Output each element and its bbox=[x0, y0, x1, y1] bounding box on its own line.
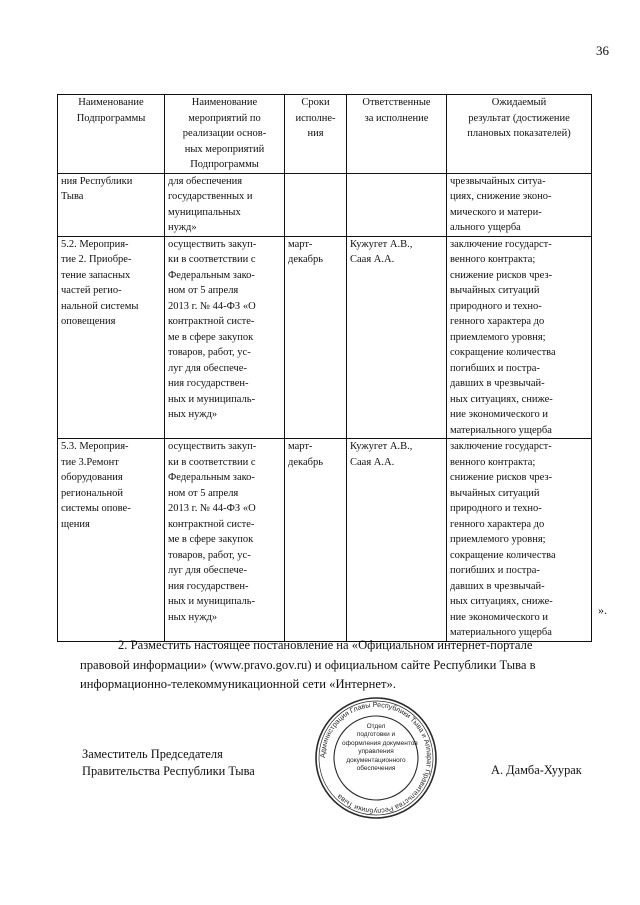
table-row bbox=[58, 439, 592, 642]
official-seal bbox=[314, 696, 438, 820]
cell-measure: осуществить закуп- ки в соответствии с Федеральным зако- ном от 5 апреля 2013 г. № 44-ФЗ «О контрактной систе- ме в сфере закупок товаров, работ, ус- луг для обеспече- ния государствен- ных и муниципаль- ных нужд» bbox=[165, 236, 285, 439]
header-expected-result: Ожидаемый результат (достижение плановых показателей) bbox=[447, 95, 592, 174]
cell-deadline: март- декабрь bbox=[285, 439, 347, 642]
measures-table bbox=[57, 94, 592, 642]
cell-responsible bbox=[347, 173, 447, 236]
seal-center-text: Отдел подготовки и оформления документов управления документационного обеспечения bbox=[342, 723, 418, 773]
cell-measure: для обеспечения государственных и муниципальных нужд» bbox=[165, 173, 285, 236]
cell-deadline bbox=[285, 173, 347, 236]
header-deadlines: Сроки исполне- ния bbox=[285, 95, 347, 174]
seal-ring-text: Администрация Главы Республики Тыва и Аппарат Правительства Республики Тыва bbox=[318, 700, 434, 816]
cell-deadline: март- декабрь bbox=[285, 236, 347, 439]
closing-quote: ». bbox=[598, 603, 607, 617]
cell-responsible: Кужугет А.В., Саая А.А. bbox=[347, 236, 447, 439]
signatory-position bbox=[82, 746, 255, 780]
cell-measure: осуществить закуп- ки в соответствии с Федеральным зако- ном от 5 апреля 2013 г. № 44-ФЗ «О контрактной систе- ме в сфере закупок товаров, работ, ус- луг для обеспече- ния государствен- ных и муниципаль- ных нужд» bbox=[165, 439, 285, 642]
table-row bbox=[58, 173, 592, 236]
table-row bbox=[58, 236, 592, 439]
page-number: 36 bbox=[596, 43, 609, 58]
paragraph-line: информационно-телекоммуникационной сети «Интернет». bbox=[80, 677, 396, 691]
position-line: Правительства Республики Тыва bbox=[82, 764, 255, 778]
signatory-name: А. Дамба-Хуурак bbox=[491, 763, 582, 777]
paragraph-line: 2. Разместить настоящее постановление на «Официальном интернет-портале bbox=[118, 638, 533, 652]
table-header-row bbox=[58, 95, 592, 174]
cell-subprogram: 5.3. Мероприя- тие 3.Ремонт оборудования региональной системы опове- щения bbox=[58, 439, 165, 642]
header-subprogram: Наименование Подпрограммы bbox=[58, 95, 165, 174]
paragraph-line: правовой информации» (www.pravo.gov.ru) и официальном сайте Республики Тыва в bbox=[80, 657, 536, 672]
cell-result: заключение государст- венного контракта; снижение рисков чрез- вычайных ситуаций природного и техно- генного характера до приемлемого уровня; сокращение количества погибших и постра- давших в чрезвычай- ных ситуациях, сниже- ние экономического и материального ущерба bbox=[447, 236, 592, 439]
cell-result: чрезвычайных ситуа- циях, снижение эконо- мического и матери- ального ущерба bbox=[447, 173, 592, 236]
header-responsible: Ответственные за исполнение bbox=[347, 95, 447, 174]
cell-result: заключение государст- венного контракта; снижение рисков чрез- вычайных ситуаций природного и техно- генного характера до приемлемого уровня; сокращение количества погибших и постра- давших в чрезвычай- ных ситуациях, сниже- ние экономического и материального ущерба bbox=[447, 439, 592, 642]
cell-subprogram: 5.2. Мероприя- тие 2. Приобре- тение запасных частей регио- нальной системы оповещения bbox=[58, 236, 165, 439]
position-line: Заместитель Председателя bbox=[82, 747, 223, 761]
resolution-paragraph bbox=[80, 636, 594, 695]
cell-subprogram: ния Республики Тыва bbox=[58, 173, 165, 236]
header-measures: Наименование мероприятий по реализации основ- ных мероприятий Подпрограммы bbox=[165, 95, 285, 174]
cell-responsible: Кужугет А.В., Саая А.А. bbox=[347, 439, 447, 642]
